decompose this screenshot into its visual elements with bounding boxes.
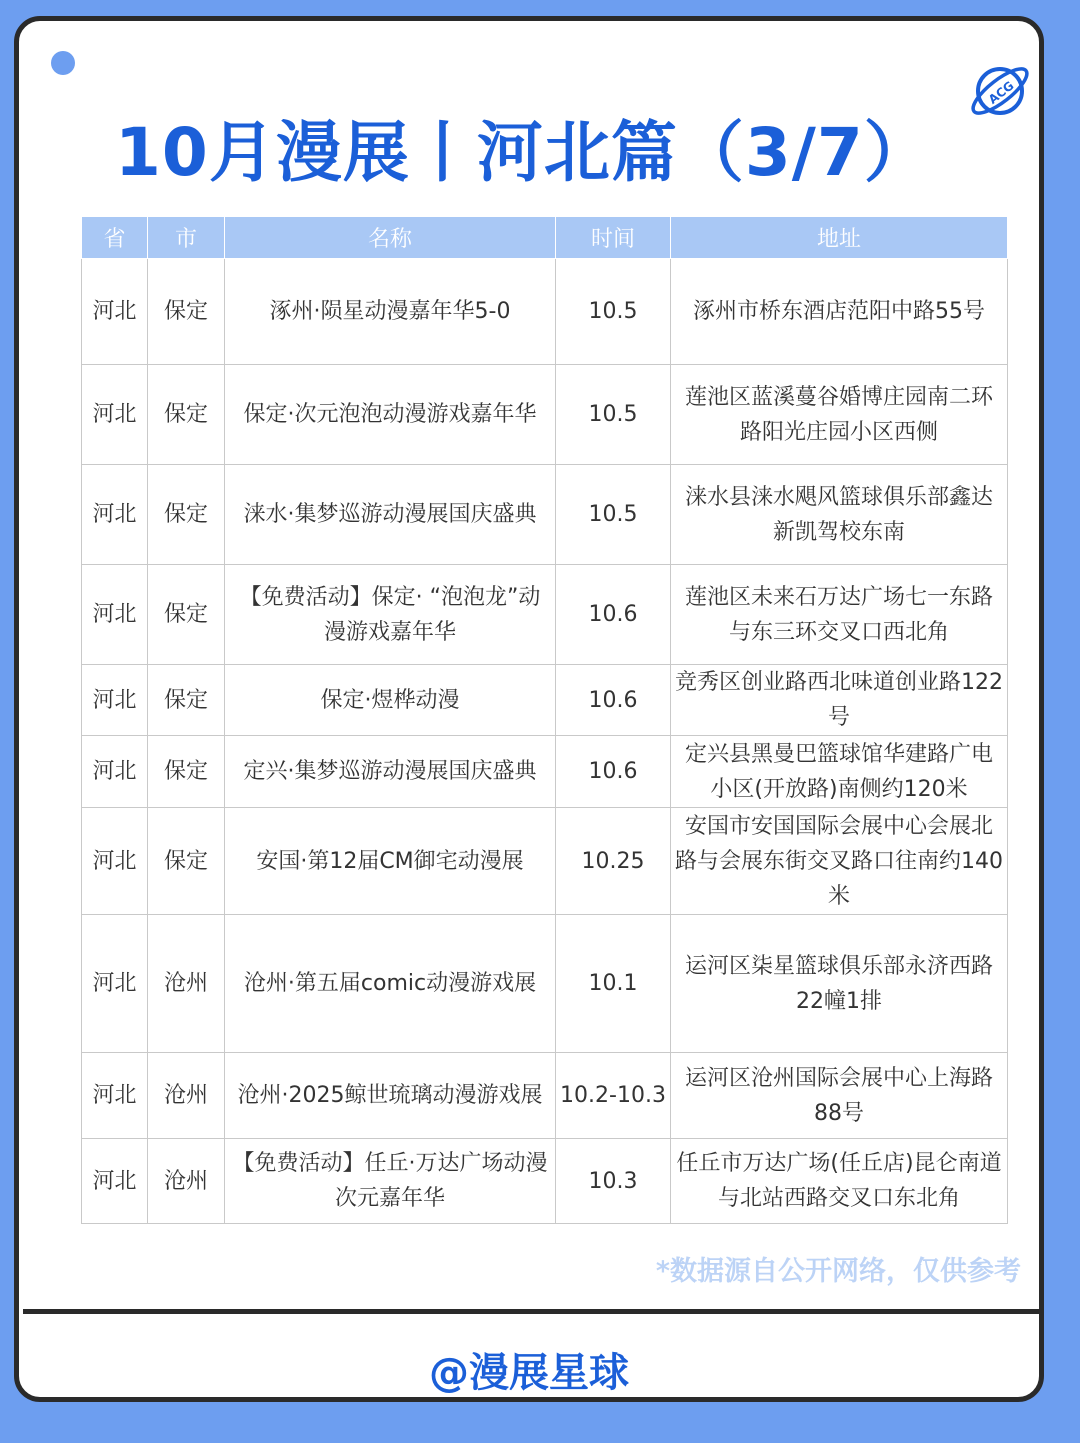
table-row xyxy=(82,915,1008,1053)
cell-address: 安国市安国国际会展中心会展北路与会展东街交叉路口往南约140米 xyxy=(671,808,1008,915)
cell-name: 定兴·集梦巡游动漫展国庆盛典 xyxy=(225,736,556,808)
cell-time: 10.6 xyxy=(556,565,671,665)
cell-address: 涿州市桥东酒店范阳中路55号 xyxy=(671,259,1008,365)
cell-address: 运河区柒星篮球俱乐部永济西路22幢1排 xyxy=(671,915,1008,1053)
cell-time: 10.1 xyxy=(556,915,671,1053)
decorative-dot xyxy=(51,51,75,75)
page-title: 10月漫展丨河北篇（3/7） xyxy=(115,114,931,191)
cell-name: 保定·煜桦动漫 xyxy=(225,665,556,736)
cell-city: 保定 xyxy=(148,259,225,365)
logo-text: ACG xyxy=(985,78,1017,107)
cell-time: 10.5 xyxy=(556,465,671,565)
account-handle: @漫展星球 xyxy=(429,1350,629,1396)
cell-address: 竞秀区创业路西北味道创业路122号 xyxy=(671,665,1008,736)
cell-city: 保定 xyxy=(148,565,225,665)
cell-name: 【免费活动】任丘·万达广场动漫次元嘉年华 xyxy=(225,1139,556,1224)
cell-name: 【免费活动】保定· “泡泡龙”动漫游戏嘉年华 xyxy=(225,565,556,665)
cell-city: 保定 xyxy=(148,665,225,736)
table-row xyxy=(82,365,1008,465)
footer-divider xyxy=(23,1309,1044,1314)
cell-city: 沧州 xyxy=(148,1053,225,1139)
header-name: 名称 xyxy=(225,217,556,259)
cell-city: 保定 xyxy=(148,365,225,465)
cell-time: 10.2-10.3 xyxy=(556,1053,671,1139)
cell-time: 10.6 xyxy=(556,665,671,736)
cell-name: 涿州·陨星动漫嘉年华5-0 xyxy=(225,259,556,365)
acg-planet-icon xyxy=(966,57,1034,125)
cell-name: 沧州·第五届comic动漫游戏展 xyxy=(225,915,556,1053)
cell-address: 任丘市万达广场(任丘店)昆仑南道与北站西路交叉口东北角 xyxy=(671,1139,1008,1224)
table-row xyxy=(82,665,1008,736)
cell-city: 保定 xyxy=(148,465,225,565)
cell-address: 定兴县黑曼巴篮球馆华建路广电小区(开放路)南侧约120米 xyxy=(671,736,1008,808)
cell-city: 沧州 xyxy=(148,1139,225,1224)
header-address: 地址 xyxy=(671,217,1008,259)
cell-province: 河北 xyxy=(82,465,148,565)
cell-name: 沧州·2025鲸世琉璃动漫游戏展 xyxy=(225,1053,556,1139)
table-row xyxy=(82,808,1008,915)
cell-address: 莲池区未来石万达广场七一东路与东三环交叉口西北角 xyxy=(671,565,1008,665)
cell-city: 沧州 xyxy=(148,915,225,1053)
table-header-row xyxy=(82,217,1008,259)
header-city: 市 xyxy=(148,217,225,259)
cell-city: 保定 xyxy=(148,736,225,808)
cell-name: 安国·第12届CM御宅动漫展 xyxy=(225,808,556,915)
cell-time: 10.6 xyxy=(556,736,671,808)
cell-province: 河北 xyxy=(82,1139,148,1224)
cell-address: 莲池区蓝溪蔓谷婚博庄园南二环路阳光庄园小区西侧 xyxy=(671,365,1008,465)
cell-province: 河北 xyxy=(82,736,148,808)
cell-address: 运河区沧州国际会展中心上海路88号 xyxy=(671,1053,1008,1139)
table-row xyxy=(82,465,1008,565)
data-source-note: *数据源自公开网络，仅供参考 xyxy=(655,1256,1021,1287)
poster-card xyxy=(14,16,1044,1402)
cell-time: 10.5 xyxy=(556,259,671,365)
cell-address: 涞水县涞水飓风篮球俱乐部鑫达新凯驾校东南 xyxy=(671,465,1008,565)
table-row xyxy=(82,736,1008,808)
cell-province: 河北 xyxy=(82,808,148,915)
cell-province: 河北 xyxy=(82,915,148,1053)
cell-city: 保定 xyxy=(148,808,225,915)
cell-name: 涞水·集梦巡游动漫展国庆盛典 xyxy=(225,465,556,565)
cell-province: 河北 xyxy=(82,259,148,365)
cell-province: 河北 xyxy=(82,365,148,465)
cell-time: 10.5 xyxy=(556,365,671,465)
table-row xyxy=(82,259,1008,365)
header-province: 省 xyxy=(82,217,148,259)
cell-province: 河北 xyxy=(82,665,148,736)
table-row xyxy=(82,1053,1008,1139)
table-row xyxy=(82,565,1008,665)
cell-province: 河北 xyxy=(82,1053,148,1139)
cell-time: 10.3 xyxy=(556,1139,671,1224)
cell-name: 保定·次元泡泡动漫游戏嘉年华 xyxy=(225,365,556,465)
cell-province: 河北 xyxy=(82,565,148,665)
events-table xyxy=(81,216,1008,1224)
table-row xyxy=(82,1139,1008,1224)
header-time: 时间 xyxy=(556,217,671,259)
cell-time: 10.25 xyxy=(556,808,671,915)
